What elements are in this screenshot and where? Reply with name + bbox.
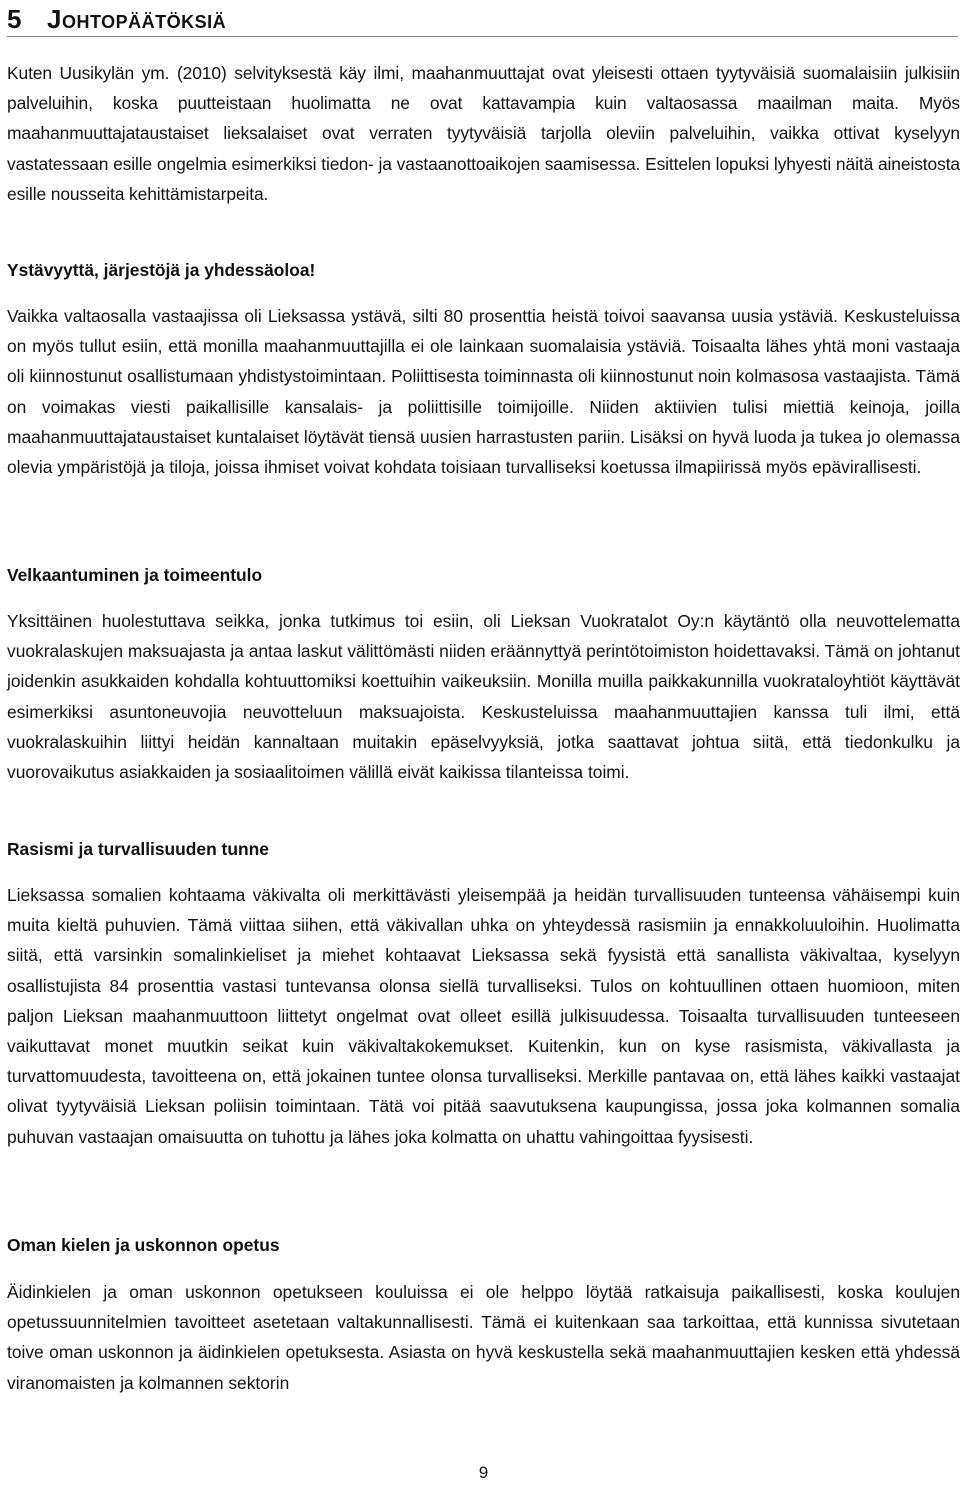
intro-paragraph: Kuten Uusikylän ym. (2010) selvityksestä käy ilmi, maahanmuuttajat ovat yleisesti ottaen tyytyväisiä suomalaisiin julkisiin palveluihin, koska puutteistaan huolimatta ne ovat kattavampia kuin valtaosassa maailman maita. Myös maahanmuuttajataustaiset lieksalaiset ovat verraten tyytyväisiä tarjolla oleviin palveluihin, vaikka ottivat kyselyyn vastatessaan esille ongelmia esimerkiksi tiedon- ja vastaanottoaikojen saamisessa. Esittelen lopuksi lyhyesti näitä aineistosta esille nousseita kehittämistarpeita.: [7, 63, 960, 204]
section-body-language: Äidinkielen ja oman uskonnon opetukseen kouluissa ei ole helppo löytää ratkaisuja paikallisesti, koska koulujen opetussuunnitelmien tavoitteet asetetaan valtakunnallisesti. Tämä ei kuitenkaan saa tarkoittaa, että kunnissa sivutetaan toive oman uskonnon ja äidinkielen opetuksesta. Asiasta on hyvä keskustella sekä maahanmuuttajien kesken että yhdessä viranomaisten ja kolmannen sektorin: [7, 1282, 960, 1393]
section-title-debt: Velkaantuminen ja toimeentulo: [7, 565, 263, 585]
section-body-debt: Yksittäinen huolestuttava seikka, jonka tutkimus toi esiin, oli Lieksan Vuokratalot Oy:n käytäntö olla neuvottelematta vuokralaskujen maksuajasta ja antaa laskut välittömästi niiden eräännyttyä perintötoimiston hoidettavaksi. Tämä on johtanut joidenkin asukkaiden kohdalla kohtuuttomiksi koettuihin vaikeuksiin. Monilla muilla paikkakunnilla vuokrataloyhtiöt käyttävät esimerkiksi asuntoneuvojia neuvotteluun maksuajoista. Keskusteluissa maahanmuuttajien kanssa tuli ilmi, että vuokralaskuihin liittyi heidän kannaltaan muitakin epäselvyyksiä, jotka saattavat johtua siitä, että tiedonkulku ja vuorovaikutus asiakkaiden ja sosiaalitoimen välillä eivät kaikissa tilanteissa toimi.: [7, 611, 960, 783]
chapter-heading: [7, 4, 958, 37]
section-body-friendship: Vaikka valtaosalla vastaajissa oli Lieksassa ystävä, silti 80 prosenttia heistä toivoi saavansa uusia ystäviä. Keskusteluissa on myös tullut esiin, että monilla maahanmuuttajilla ei ole lainkaan suomalaisia ystäviä. Toisaalta lähes yhtä moni vastaaja oli kiinnostunut osallistumaan yhdistystoimintaan. Poliittisesta toiminnasta oli kiinnostunut noin kolmasosa vastaajista. Tämä on voimakas viesti paikallisille kansalais- ja poliittisille toimijoille. Niiden aktiivien tulisi miettiä keinoja, joilla maahanmuuttajataustaiset kuntalaiset löytävät tiensä uusien harrastusten pariin. Lisäksi on hyvä luoda ja tukea jo olemassa olevia ympäristöjä ja tiloja, joissa ihmiset voivat kohdata toisiaan turvalliseksi koetussa ilmapiirissä myös epävirallisesti.: [7, 306, 960, 478]
section-title-racism: Rasismi ja turvallisuuden tunne: [7, 839, 269, 859]
chapter-title: Johtopäätöksiä: [47, 4, 227, 34]
section-title-friendship: Ystävyyttä, järjestöjä ja yhdessäoloa!: [7, 260, 316, 280]
section-body-racism: Lieksassa somalien kohtaama väkivalta oli merkittävästi yleisempää ja heidän turvallisuuden tunteensa vähäisempi kuin muita kieltä puhuvien. Tämä viittaa siihen, että väkivallan uhka on yhteydessä rasismiin ja ennakkoluuloihin. Huolimatta siitä, että varsinkin somalinkieliset ja miehet kohtaavat Lieksassa sekä fyysistä että sanallista väkivaltaa, kyselyyn osallistujista 84 prosenttia vastasi tuntevansa olonsa siellä turvalliseksi. Tulos on kohtuullinen ottaen huomioon, miten paljon Lieksan maahanmuuttoon liittetyt ongelmat ovat olleet esillä julkisuudessa. Toisaalta turvallisuuden tunteeseen vaikuttavat monet muutkin seikat kuin väkivaltakokemukset. Kuitenkin, kun on kyse rasismista, väkivallasta ja turvattomuudesta, tavoitteena on, että jokainen tuntee olonsa turvalliseksi. Merkille pantavaa on, että lähes kaikki vastaajat olivat tyytyväisiä Lieksan poliisin toimintaan. Tätä voi pitää saavutuksena kaupungissa, jossa joka kolmannen somalia puhuvan vastaajan omaisuutta on tuhottu ja lähes joka kolmatta on uhattu vahingoittaa fyysisesti.: [7, 885, 960, 1147]
section-title-language: Oman kielen ja uskonnon opetus: [7, 1235, 280, 1255]
page-number: 9: [478, 1463, 489, 1482]
chapter-number: 5: [7, 4, 22, 34]
